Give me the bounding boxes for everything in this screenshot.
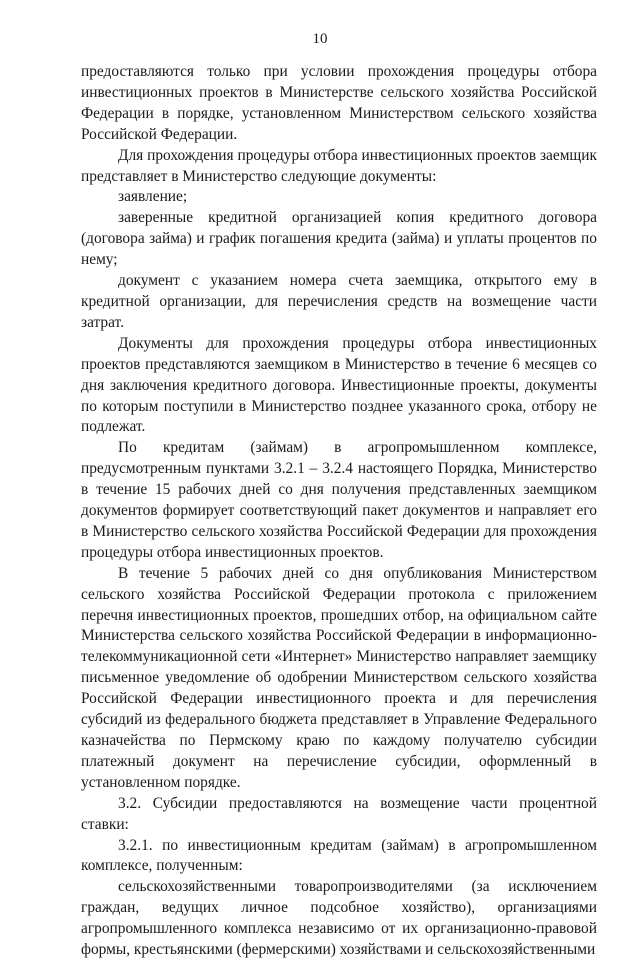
paragraph: сельскохозяйственными товаропроизводителями (за исключением граждан, ведущих личное подсобное хозяйство), организациями агропромышленного комплекса независимо от их организационно-правовой формы, крестьянскими (фермерскими) хозяйствами и сельскохозяйственными	[81, 878, 597, 959]
page-number: 10	[312, 31, 328, 47]
paragraph: заверенные кредитной организацией копия кредитного договора (договора займа) и график погашения кредита (займа) и уплаты процентов по нему;	[81, 209, 597, 269]
paragraph: заявление;	[118, 188, 188, 206]
paragraph: предоставляются только при условии прохождения процедуры отбора инвестиционных проектов в Министерстве сельского хозяйства Российской Федерации в порядке, установленном Министерством сельского хозяйства Российской Федерации.	[81, 63, 597, 143]
document-body	[81, 62, 597, 961]
paragraph: документ с указанием номера счета заемщика, открытого ему в кредитной организации, для перечисления средств на возмещение части затрат.	[81, 272, 597, 331]
paragraph: По кредитам (займам) в агропромышленном комплексе, предусмотренным пунктами 3.2.1 – 3.2.4 настоящего Порядка, Министерство в течение 15 рабочих дней со дня получения представленных заемщиком документов формирует соответствующий пакет документов и направляет его в Министерство сельского хозяйства Российской Федерации для прохождения процедуры отбора инвестиционных проектов.	[81, 439, 597, 561]
paragraph: В течение 5 рабочих дней со дня опубликования Министерством сельского хозяйства Российской Федерации протокола с приложением перечня инвестиционных проектов, прошедших отбор, на официальном сайте Министерства сельского хозяйства Российской Федерации в информационно-телекоммуникационной сети «Интернет» Министерство направляет заемщику письменное уведомление об одобрении Министерством сельского хозяйства Российской Федерации инвестиционного проекта и для перечисления субсидий из федерального бюджета представляет в Управление Федерального казначейства по Пермскому краю по каждому получателю субсидии платежный документ на перечисление субсидии, оформленный в установленном порядке.	[81, 564, 597, 791]
paragraph: Для прохождения процедуры отбора инвестиционных проектов заемщик представляет в Министерство следующие документы:	[81, 146, 597, 185]
paragraph: 3.2.1. по инвестиционным кредитам (займам) в агропромышленном комплексе, полученным:	[81, 836, 597, 875]
paragraph: 3.2. Субсидии предоставляются на возмещение части процентной ставки:	[81, 794, 597, 833]
paragraph: Документы для прохождения процедуры отбора инвестиционных проектов представляются заемщиком в Министерство в течение 6 месяцев со дня заключения кредитного договора. Инвестиционные проекты, документы по которым поступили в Министерство позднее указанного срока, отбору не подлежат.	[81, 334, 597, 436]
